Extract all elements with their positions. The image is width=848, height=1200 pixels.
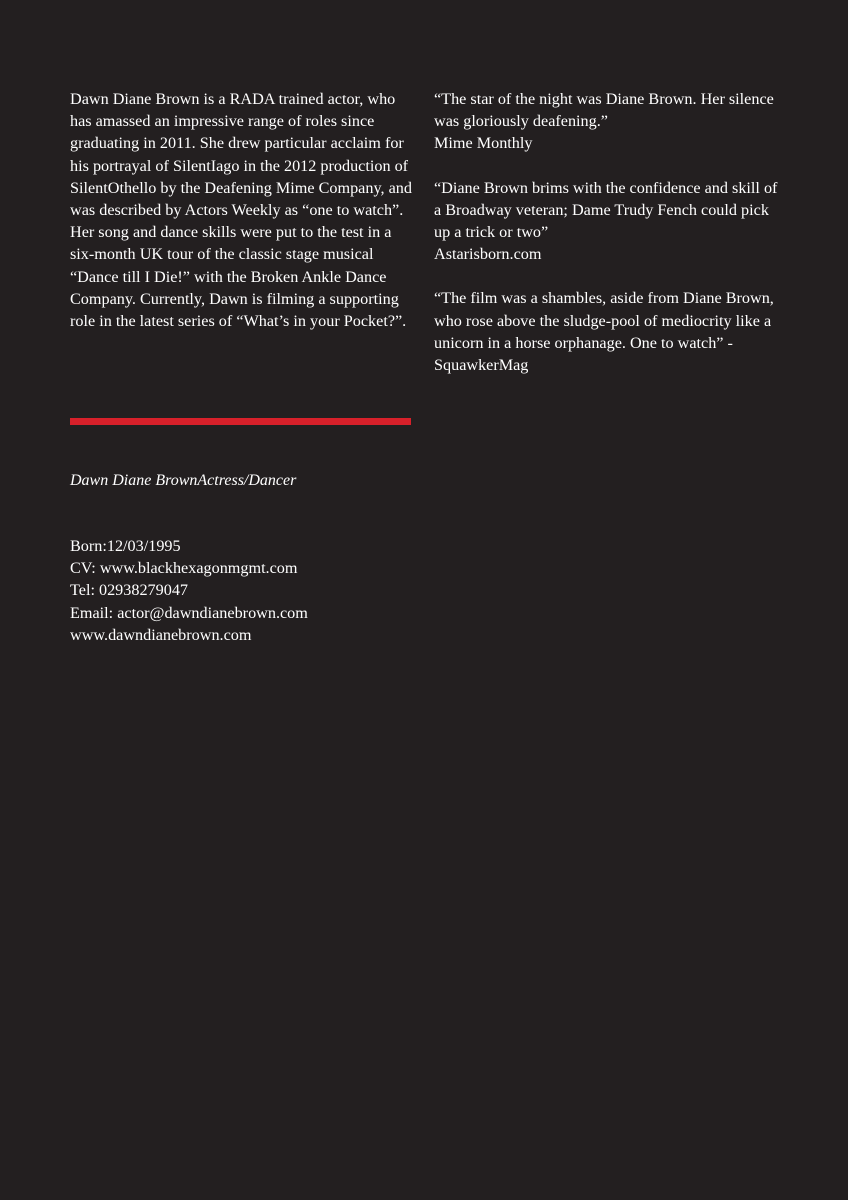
reviews-column: [434, 88, 784, 398]
review-quote: “Diane Brown brims with the confidence and skill of a Broadway veteran; Dame Trudy Fench could pick up a trick or two”: [434, 178, 778, 242]
review-quote: “The star of the night was Diane Brown. Her silence was gloriously deafening.”: [434, 90, 774, 131]
bio-paragraph: Dawn Diane Brown is a RADA trained actor, who has amassed an impressive range of roles since graduating in 2011. She drew particular acclaim for his portrayal of SilentIago in the 2012 production of SilentOthello by the Deafening Mime Company, and was described by Actors Weekly as “one to watch”. Her song and dance skills were put to the test in a six-month UK tour of the classic stage musical “Dance till I Die!” with the Broken Ankle Dance Company. Currently, Dawn is filming a supporting role in the latest series of “What’s in your Pocket?”.: [70, 90, 412, 331]
review-quote: “The film was a shambles, aside from Diane Brown, who rose above the sludge-pool of mediocrity like a unicorn in a horse orphanage. One to watch” - SquawkerMag: [434, 289, 774, 375]
name-title: Dawn Diane BrownActress/Dancer: [70, 472, 297, 489]
review-item: [434, 88, 784, 155]
born-date: Born:12/03/1995: [70, 537, 181, 555]
telephone: Tel: 02938279047: [70, 581, 189, 600]
red-divider: [70, 418, 411, 425]
contact-details: [70, 535, 308, 646]
cv-link[interactable]: CV: www.blackhexagonmgmt.com: [70, 559, 298, 578]
website-link[interactable]: www.dawndianebrown.com: [70, 625, 252, 644]
review-item: [434, 287, 784, 376]
review-source: Astarisborn.com: [434, 245, 542, 264]
email-link[interactable]: Email: actor@dawndianebrown.com: [70, 603, 308, 622]
review-item: [434, 177, 784, 266]
review-source: Mime Monthly: [434, 134, 533, 153]
